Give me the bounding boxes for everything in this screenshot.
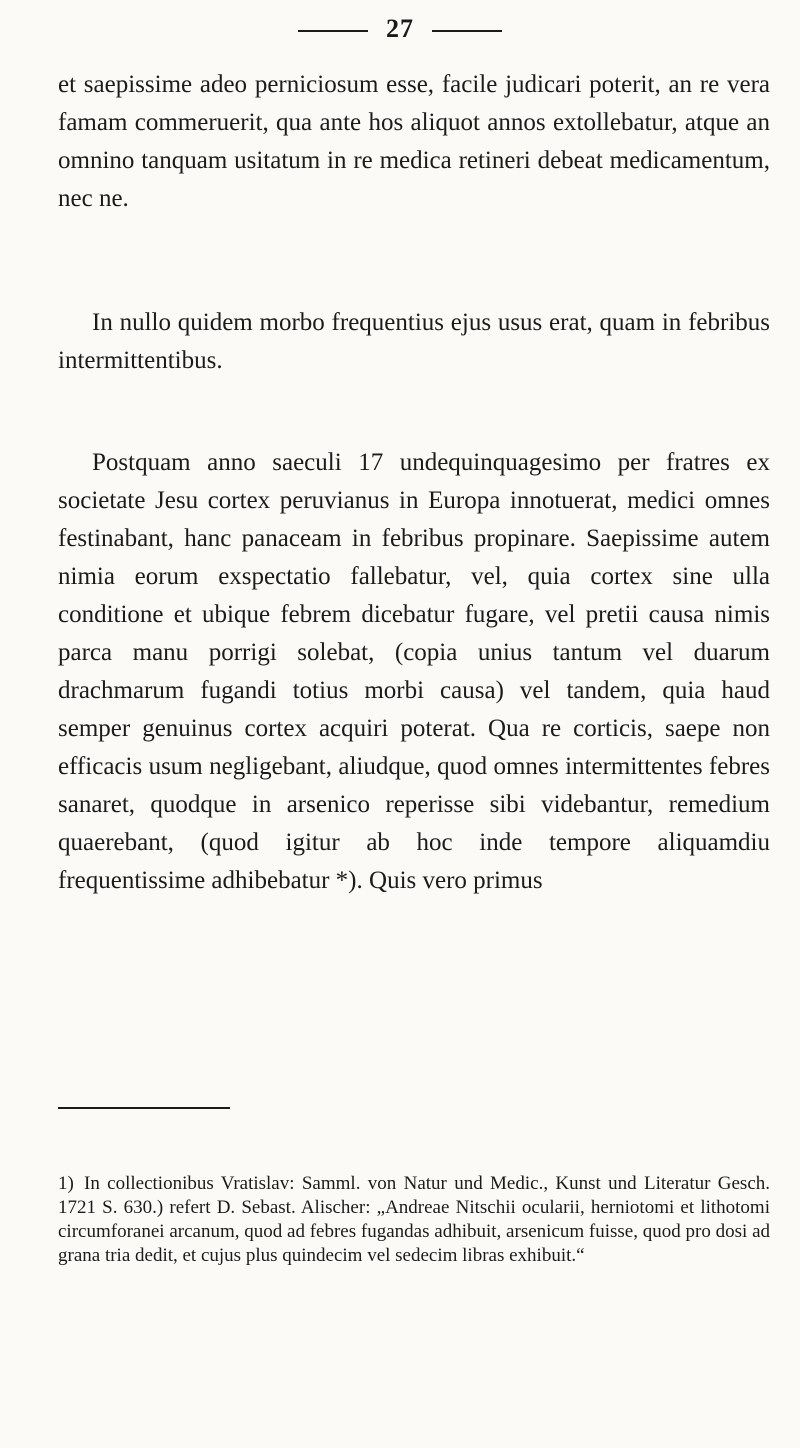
footnote-divider bbox=[58, 1107, 230, 1109]
paragraph-febribus bbox=[58, 304, 770, 380]
header-dash-left bbox=[298, 30, 368, 32]
paragraph-text: In nullo quidem morbo frequentius ejus usus erat, quam in febribus intermittentibus. bbox=[58, 309, 770, 374]
footnote-text: In collectionibus Vratislav: Samml. von Natur und Medic., Kunst und Literatur Gesch. 1721 S. 630.) refert D. Sebast. Alischer: „Andreae Nitschii ocularii, herniotomi et lithotomi circumforanei arcanum, quod ad febres fugandas adhibuit, arsenicum fuisse, quod pro dosi ad grana tria dedit, et cujus plus quindecim vel sedecim libras exhibuit.“ bbox=[58, 1173, 770, 1266]
paragraph-cortex-peruvianus bbox=[58, 444, 770, 900]
page-header bbox=[0, 14, 800, 44]
paragraph-text: Postquam anno saeculi 17 undequinquagesimo per fratres ex societate Jesu cortex peruvianus in Europa innotuerat, medici omnes festinabant, hanc panaceam in febribus propinare. Saepissime autem nimia eorum exspectatio fallebatur, vel, quia cortex sine ulla conditione et ubique febrem dicebatur fugare, vel pretii causa nimis parca manu porrigi solebat, (copia unius tantum vel duarum drachmarum fugandi totius morbi causa) vel tandem, quia haud semper genuinus cortex acquiri poterat. Qua re corticis, saepe non efficacis usum negligebant, aliudque, quod omnes intermittentes febres sanaret, quodque in arsenico reperisse sibi videbantur, remedium quaerebant, (quod igitur ab hoc inde tempore aliquamdiu frequentissime adhibebatur *). Quis vero primus bbox=[58, 449, 770, 894]
footnote bbox=[58, 1172, 770, 1268]
paragraph-continuation bbox=[58, 66, 770, 218]
footnote-marker: 1) bbox=[58, 1173, 74, 1194]
paragraph-text: et saepissime adeo perniciosum esse, facile judicari poterit, an re vera famam commeruerit, qua ante hos aliquot annos extollebatur, atque an omnino tanquam usitatum in re medica retineri debeat medicamentum, nec ne. bbox=[58, 71, 770, 212]
header-dash-right bbox=[432, 30, 502, 32]
page-number: 27 bbox=[386, 14, 414, 43]
